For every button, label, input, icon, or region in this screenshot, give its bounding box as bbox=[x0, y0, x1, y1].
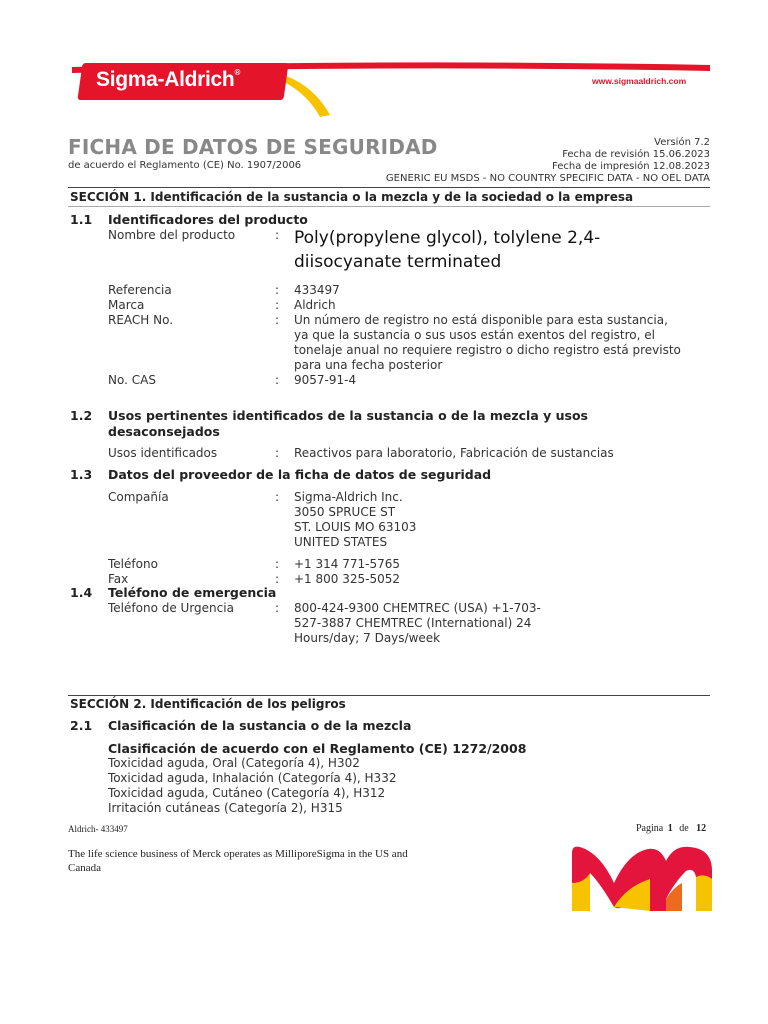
hazard-item: Toxicidad aguda, Oral (Categoría 4), H302 bbox=[108, 756, 360, 770]
section-divider bbox=[68, 187, 710, 188]
classification-subtitle: Clasificación de acuerdo con el Reglamento (CE) 1272/2008 bbox=[108, 741, 527, 756]
reach-line: tonelaje anual no requiere registro o dicho registro está previsto bbox=[294, 343, 681, 357]
address-line: UNITED STATES bbox=[294, 535, 388, 549]
colon: : bbox=[275, 298, 280, 312]
section1-title: SECCIÓN 1. Identificación de la sustancia o la mezcla y de la sociedad o la empresa bbox=[70, 190, 634, 204]
emergency-line: Hours/day; 7 Days/week bbox=[294, 631, 441, 645]
reach-value bbox=[294, 313, 681, 373]
product-name-value bbox=[294, 226, 600, 274]
section2-title: SECCIÓN 2. Identificación de los peligros bbox=[70, 697, 346, 711]
colon: : bbox=[275, 228, 280, 242]
phone-value: +1 314 771-5765 bbox=[294, 557, 400, 571]
section-divider bbox=[68, 206, 710, 207]
colon: : bbox=[275, 283, 280, 297]
identified-uses-value: Reactivos para laboratorio, Fabricación de sustancias bbox=[294, 446, 614, 460]
product-name-line: diisocyanate terminated bbox=[294, 252, 502, 272]
emergency-phone-label: Teléfono de Urgencia bbox=[108, 601, 234, 615]
regulation-subtitle: de acuerdo el Reglamento (CE) No. 1907/2006 bbox=[68, 160, 302, 171]
reach-label: REACH No. bbox=[108, 313, 174, 327]
brand-value: Aldrich bbox=[294, 298, 336, 312]
page-word: Pagina bbox=[636, 823, 664, 834]
merck-note-line: The life science business of Merck operates as MilliporeSigma in the US and bbox=[68, 848, 408, 860]
address-line: 3050 SPRUCE ST bbox=[294, 505, 396, 519]
cas-value: 9057-91-4 bbox=[294, 373, 357, 387]
subsection-number: 2.1 bbox=[70, 718, 93, 733]
generic-eu-note: GENERIC EU MSDS - NO COUNTRY SPECIFIC DATA - NO OEL DATA bbox=[385, 173, 710, 184]
reach-line: Un número de registro no está disponible para esta sustancia, bbox=[294, 313, 668, 327]
emergency-phone-value bbox=[294, 601, 541, 646]
subsection-title bbox=[108, 408, 588, 440]
hazard-item: Toxicidad aguda, Inhalación (Categoría 4), H332 bbox=[108, 771, 397, 785]
merck-note bbox=[68, 847, 408, 875]
subsection-title: Identificadores del producto bbox=[108, 212, 308, 227]
hazard-list bbox=[108, 756, 396, 816]
logo-registered-mark: ® bbox=[234, 68, 241, 77]
product-name-label: Nombre del producto bbox=[108, 228, 236, 242]
reach-line: para una fecha posterior bbox=[294, 358, 443, 372]
merck-note-line: Canada bbox=[68, 862, 101, 874]
footer-product-id: Aldrich- 433497 bbox=[68, 824, 128, 834]
subsection-number: 1.2 bbox=[70, 408, 93, 423]
hazard-item: Irritación cutáneas (Categoría 2), H315 bbox=[108, 801, 343, 815]
reference-label: Referencia bbox=[108, 283, 172, 297]
merck-m-logo bbox=[570, 843, 714, 913]
subsection-title-line: Usos pertinentes identificados de la sustancia o de la mezcla y usos bbox=[108, 408, 588, 423]
page-indicator bbox=[636, 823, 706, 834]
product-name-line: Poly(propylene glycol), tolylene 2,4- bbox=[294, 228, 601, 248]
fax-value: +1 800 325-5052 bbox=[294, 572, 400, 586]
subsection-number: 1.3 bbox=[70, 467, 93, 482]
colon: : bbox=[275, 490, 280, 504]
colon: : bbox=[275, 446, 280, 460]
revision-date: Fecha de revisión 15.06.2023 bbox=[562, 149, 710, 160]
subsection-title: Clasificación de la sustancia o de la mezcla bbox=[108, 718, 412, 733]
fax-label: Fax bbox=[108, 572, 129, 586]
subsection-title-line: desaconsejados bbox=[108, 424, 220, 439]
version-block bbox=[386, 137, 710, 185]
logo-text: Sigma-Aldrich bbox=[96, 68, 235, 91]
reach-line: ya que la sustancia o sus usos están exentos del registro, el bbox=[294, 328, 655, 342]
address-line: ST. LOUIS MO 63103 bbox=[294, 520, 417, 534]
cas-label: No. CAS bbox=[108, 373, 156, 387]
brand-label: Marca bbox=[108, 298, 145, 312]
company-address bbox=[294, 490, 416, 550]
subsection-title: Teléfono de emergencia bbox=[108, 585, 277, 600]
page-of: de bbox=[679, 823, 689, 834]
subsection-title: Datos del proveedor de la ficha de datos de seguridad bbox=[108, 467, 492, 482]
address-line: Sigma-Aldrich Inc. bbox=[294, 490, 403, 504]
colon: : bbox=[275, 313, 280, 327]
print-date: Fecha de impresión 12.08.2023 bbox=[552, 161, 710, 172]
document-title: FICHA DE DATOS DE SEGURIDAD bbox=[68, 135, 438, 159]
section-divider bbox=[68, 695, 710, 696]
identified-uses-label: Usos identificados bbox=[108, 446, 218, 460]
colon: : bbox=[275, 601, 280, 615]
reference-value: 433497 bbox=[294, 283, 340, 297]
colon: : bbox=[275, 557, 280, 571]
emergency-line: 800-424-9300 CHEMTREC (USA) +1-703- bbox=[294, 601, 541, 615]
subsection-number: 1.4 bbox=[70, 585, 93, 600]
phone-label: Teléfono bbox=[108, 557, 158, 571]
page-number: 1 bbox=[667, 823, 673, 834]
colon: : bbox=[275, 572, 280, 586]
company-label: Compañía bbox=[108, 490, 169, 504]
emergency-line: 527-3887 CHEMTREC (International) 24 bbox=[294, 616, 532, 630]
page-total: 12 bbox=[696, 823, 707, 834]
version-text: Versión 7.2 bbox=[654, 137, 710, 148]
hazard-item: Toxicidad aguda, Cutáneo (Categoría 4), H312 bbox=[108, 786, 386, 800]
website-link[interactable]: www.sigmaaldrich.com bbox=[592, 76, 687, 86]
subsection-number: 1.1 bbox=[70, 212, 93, 227]
colon: : bbox=[275, 373, 280, 387]
